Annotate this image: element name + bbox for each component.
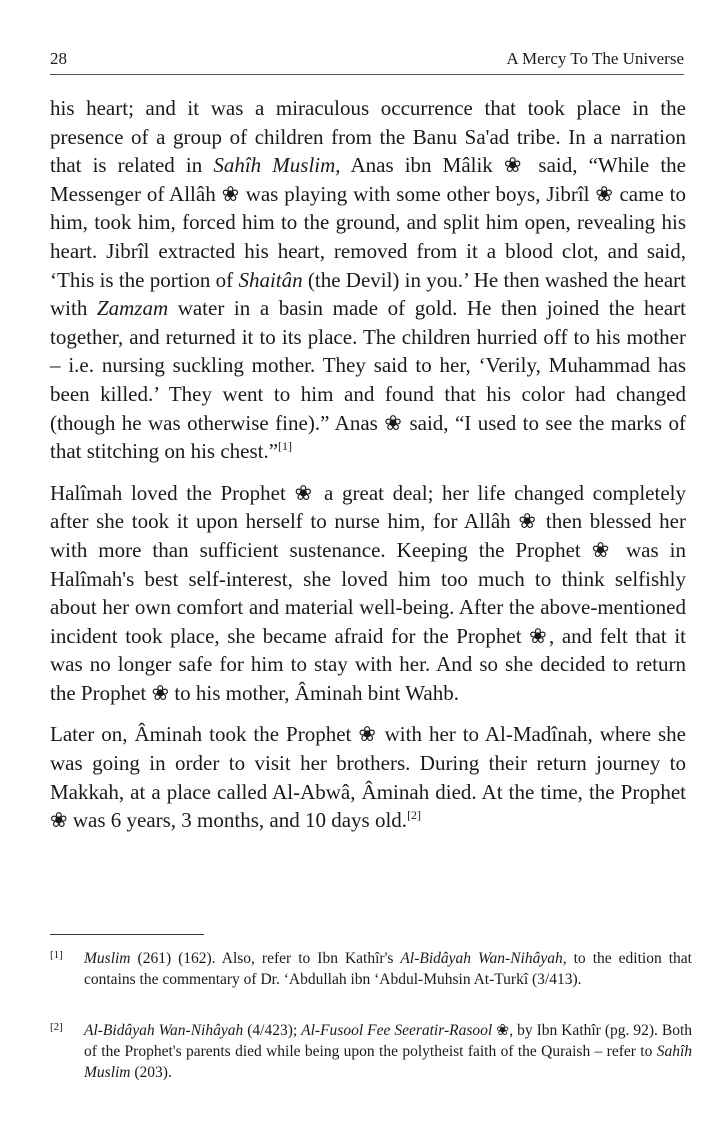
footnote-reference: [2] (407, 808, 422, 823)
paragraph-1 (50, 94, 686, 466)
italic-term: Al-Bidâyah Wan-Nihâyah (84, 1022, 244, 1039)
paragraph-2 (50, 479, 686, 708)
text-run: (the Devil) in you.’ He then washed the heart with (50, 267, 686, 321)
footnote-marker: [1] (50, 949, 63, 961)
footnote-text (50, 1020, 692, 1083)
italic-term: Zamzam (96, 296, 169, 321)
text-run: his heart; and it was a miraculous occurrence that took place in the presence of a group of children from the Banu Sa'ad tribe. In a narration that is related in (50, 96, 686, 178)
running-header (50, 44, 684, 75)
book-title: A Mercy To The Universe (506, 49, 684, 68)
text-run: Halîmah loved the Prophet ❀ a great deal; her life changed completely after she took it upon herself to nurse him, for Allâh ❀ then blessed her with more than sufficient sustenance. Keeping the Prophet ❀ was in Halîmah's best self-interest, she loved him too much to think selfishly about her own comfort and material well-being. After the above-mentioned incident took place, she became afraid for the Prophet ❀, and felt that it was no longer safe for him to stay with her. And so she decided to return the Prophet ❀ to his mother, Âminah bint Wahb. (50, 480, 686, 705)
text-run: water in a basin made of gold. He then joined the heart together, and returned it to its place. The children hurried off to his mother – i.e. nursing suckling mother. They said to her, ‘Verily, Muhammad has been killed.’ They went to him and found that his color had changed (though he was otherwise fine).” Anas ❀ said, “I used to see the marks of that stitching on his chest.” (50, 296, 686, 464)
body-text (50, 94, 686, 848)
italic-term: Al-Fusool Fee Seeratir-Rasool (301, 1022, 493, 1039)
text-run: Anas ibn Mâlik ❀ said, “While the Messenger of Allâh ❀ was playing with some other boys, Jibrîl ❀ came to him, took him, forced him to the ground, and split him open, revealing his heart. Jibrîl extracted his heart, removed from it a blood clot, and said, ‘This is the portion of (50, 153, 686, 292)
text-run: ❀, by Ibn Kathîr (pg. 92). Both of the Prophet's parents died while being upon the polytheist faith of the Quraish – refer to (84, 1022, 692, 1060)
italic-term: Shaitân (238, 267, 303, 292)
footnote-separator (50, 934, 204, 935)
text-run: Later on, Âminah took the Prophet ❀ with her to Al-Madînah, where she was going in order to visit her brothers. During their return journey to Makkah, at a place called Al-Abwâ, Âminah died. At the time, the Prophet ❀ was 6 years, 3 months, and 10 days old. (50, 722, 686, 833)
italic-term: Sahîh Muslim, (213, 153, 341, 178)
text-run: to the edition that contains the commentary of Dr. ‘Abdullah ibn ‘Abdul-Muhsin At-Turkî (3/413). (84, 950, 692, 988)
italic-term: Sahîh Muslim (84, 1043, 692, 1081)
italic-term: Muslim (84, 950, 131, 967)
text-run: (203). (130, 1064, 172, 1081)
footnote-reference: [1] (278, 439, 293, 454)
footnote-text (50, 948, 692, 990)
footnote-1 (50, 948, 692, 990)
page-number: 28 (50, 49, 67, 68)
text-run: (261) (162). Also, refer to Ibn Kathîr's (130, 950, 401, 967)
footnote-2 (50, 1020, 692, 1083)
paragraph-3 (50, 720, 686, 834)
footnote-marker: [2] (50, 1021, 63, 1033)
text-run: (4/423); (243, 1022, 302, 1039)
italic-term: Al-Bidâyah Wan-Nihâyah, (400, 950, 567, 967)
